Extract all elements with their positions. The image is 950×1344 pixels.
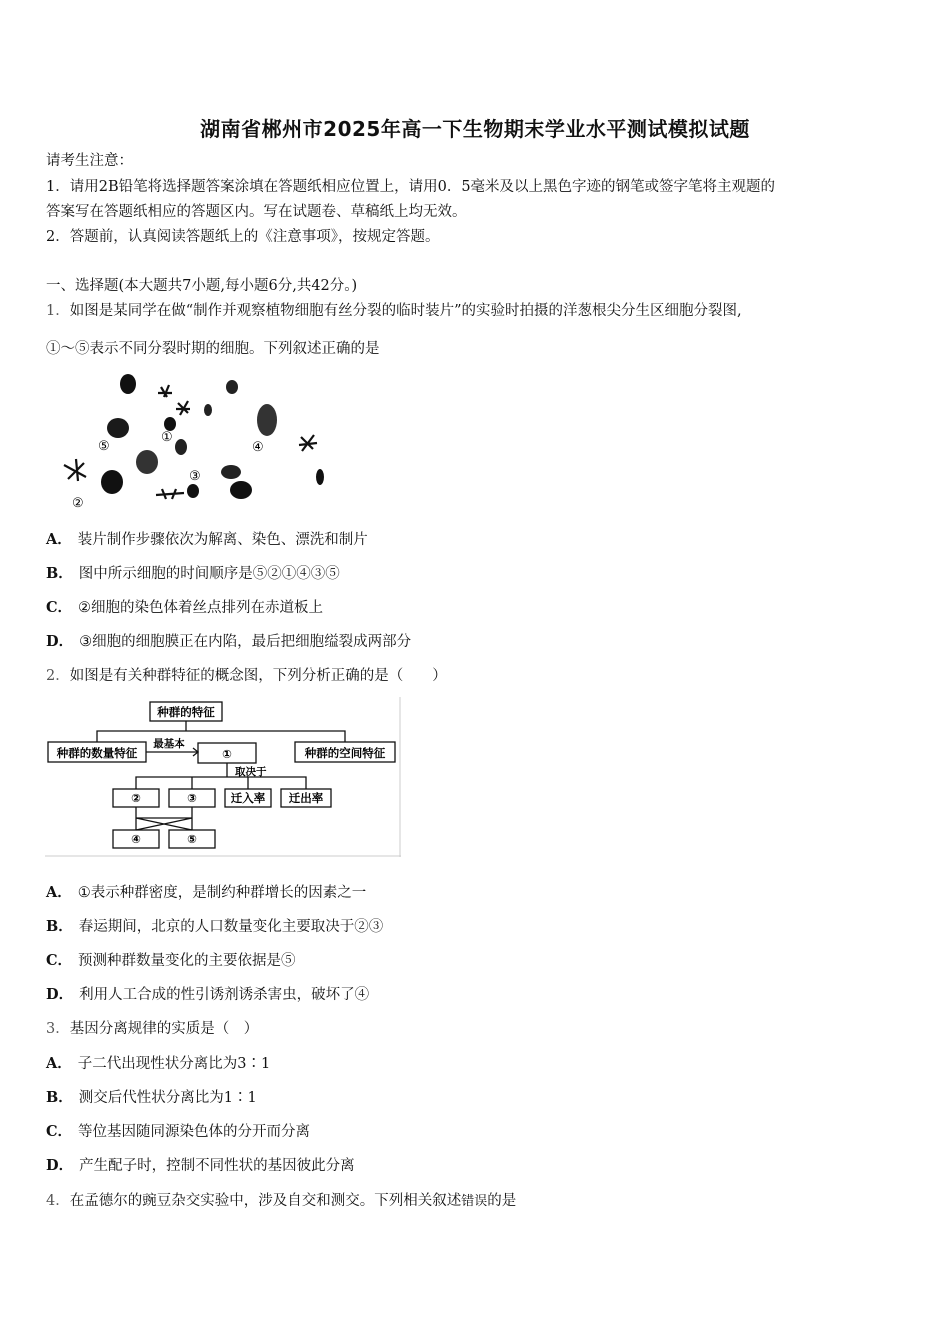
question-text-end: 的是 xyxy=(487,1193,517,1209)
page-title: 湖南省郴州市2025年高一下生物期末学业水平测试模拟试题 xyxy=(200,117,750,141)
option-key: B． xyxy=(46,565,73,582)
question-1-stem xyxy=(46,301,742,321)
option-key: A． xyxy=(46,884,72,901)
cell-label: ② xyxy=(72,496,84,511)
option-text: 等位基因随同源染色体的分开而分离 xyxy=(78,1124,311,1140)
question-1-stem-cont: ①～⑤表示不同分裂时期的细胞。下列叙述正确的是 xyxy=(46,341,380,357)
cell-label: ④ xyxy=(252,440,264,455)
cell-label: ③ xyxy=(189,469,201,484)
diagram-b1-label: ② xyxy=(131,791,141,805)
option-text: ②细胞的染色体着丝点排列在赤道板上 xyxy=(78,600,324,616)
diagram-depends-label: 取决于 xyxy=(235,766,267,778)
option-key: B． xyxy=(46,1089,73,1106)
cell-blob xyxy=(136,450,158,474)
cell-blob xyxy=(226,380,238,394)
q1-option-b xyxy=(46,564,340,584)
diagram-arrow-label: 最基本 xyxy=(153,738,185,750)
cell-label: ① xyxy=(161,430,173,445)
question-2-stem xyxy=(46,666,447,686)
diagram-b3-label: 迁入率 xyxy=(230,791,266,805)
diagram-center-label: ① xyxy=(222,747,232,761)
option-text: 子二代出现性状分离比为3∶1 xyxy=(77,1056,271,1072)
section-heading: 一、选择题(本大题共7小题,每小题6分,共42分。) xyxy=(46,278,358,294)
option-text: 测交后代性状分离比为1∶1 xyxy=(78,1090,257,1106)
option-key: D． xyxy=(46,633,74,650)
q2-option-b xyxy=(46,917,383,937)
q2-option-a xyxy=(46,883,366,903)
diagram-c2-label: ⑤ xyxy=(187,832,197,846)
cell-blob xyxy=(257,404,277,436)
notice-item-1-cont: 答案写在答题纸相应的答题区内。写在试题卷、草稿纸上均无效。 xyxy=(46,204,467,220)
cell-blob xyxy=(204,404,212,416)
q2-option-d xyxy=(46,985,369,1005)
diagram-left-label: 种群的数量特征 xyxy=(56,746,138,760)
option-text: 利用人工合成的性引诱剂诱杀害虫，破坏了④ xyxy=(79,987,370,1003)
q2-option-c xyxy=(46,951,296,971)
emphasis-word: 错误 xyxy=(461,1194,488,1209)
option-text: ③细胞的细胞膜正在内陷，最后把细胞缢裂成两部分 xyxy=(79,634,412,650)
option-key: D． xyxy=(46,1157,74,1174)
cell-blob xyxy=(221,465,241,479)
option-text: 预测种群数量变化的主要依据是⑤ xyxy=(78,953,296,969)
option-key: B． xyxy=(46,918,73,935)
q1-option-c xyxy=(46,598,323,618)
question-text: 如图是某同学在做“制作并观察植物细胞有丝分裂的临时装片”的实验时拍摄的洋葱根尖分生区细胞分裂图, xyxy=(69,303,742,319)
diagram-top-label: 种群的特征 xyxy=(157,705,215,719)
notice-heading: 请考生注意： xyxy=(46,153,133,169)
diagram-b2-label: ③ xyxy=(187,791,197,805)
cell-blob xyxy=(107,418,129,438)
option-text: 春运期间，北京的人口数量变化主要取决于②③ xyxy=(78,919,384,935)
cell-blob xyxy=(101,470,123,494)
cell-blob xyxy=(120,374,136,394)
option-key: C． xyxy=(46,599,73,616)
cell-division-micrograph xyxy=(46,367,326,515)
diagram-b4-label: 迁出率 xyxy=(288,791,324,805)
q1-option-d xyxy=(46,632,411,652)
q3-option-d xyxy=(46,1156,355,1176)
cell-blob xyxy=(230,481,252,499)
diagram-right-label: 种群的空间特征 xyxy=(304,746,386,760)
option-text: ①表示种群密度，是制约种群增长的因素之一 xyxy=(77,885,367,901)
notice-item-1: 1．请用2B铅笔将选择题答案涂填在答题纸相应位置上，请用0．5毫米及以上黑色字迹的钢笔或签字笔将主观题的 xyxy=(46,179,776,195)
option-key: A． xyxy=(46,1055,72,1072)
q3-option-c xyxy=(46,1122,310,1142)
q1-option-a xyxy=(46,530,368,550)
cell-blob xyxy=(175,439,187,455)
question-number: 1． xyxy=(46,303,70,319)
option-key: C． xyxy=(46,952,73,969)
question-number: 3． xyxy=(46,1021,70,1037)
question-text: 基因分离规律的实质是（ ） xyxy=(69,1021,259,1037)
notice-item-2: 2．答题前，认真阅读答题纸上的《注意事项》，按规定答题。 xyxy=(46,229,440,245)
question-4-stem xyxy=(46,1191,516,1212)
option-key: C． xyxy=(46,1123,73,1140)
cell-label: ⑤ xyxy=(98,439,110,454)
diagram-c1-label: ④ xyxy=(131,832,141,846)
cell-blob xyxy=(164,417,176,431)
option-key: A． xyxy=(46,531,72,548)
question-number: 2． xyxy=(46,668,70,684)
option-text: 装片制作步骤依次为解离、染色、漂洗和制片 xyxy=(77,532,368,548)
population-concept-map xyxy=(45,697,401,857)
question-text: 如图是有关种群特征的概念图，下列分析正确的是（ ） xyxy=(69,668,447,684)
question-number: 4． xyxy=(46,1193,70,1209)
option-key: D． xyxy=(46,986,74,1003)
q3-option-b xyxy=(46,1088,257,1108)
option-text: 图中所示细胞的时间顺序是⑤②①④③⑤ xyxy=(78,566,340,582)
cell-blob xyxy=(316,469,324,485)
question-text: 在孟德尔的豌豆杂交实验中，涉及自交和测交。下列相关叙述 xyxy=(69,1193,462,1209)
cell-blob xyxy=(187,484,199,498)
option-text: 产生配子时，控制不同性状的基因彼此分离 xyxy=(79,1158,355,1174)
question-3-stem xyxy=(46,1019,258,1039)
q3-option-a xyxy=(46,1054,270,1074)
